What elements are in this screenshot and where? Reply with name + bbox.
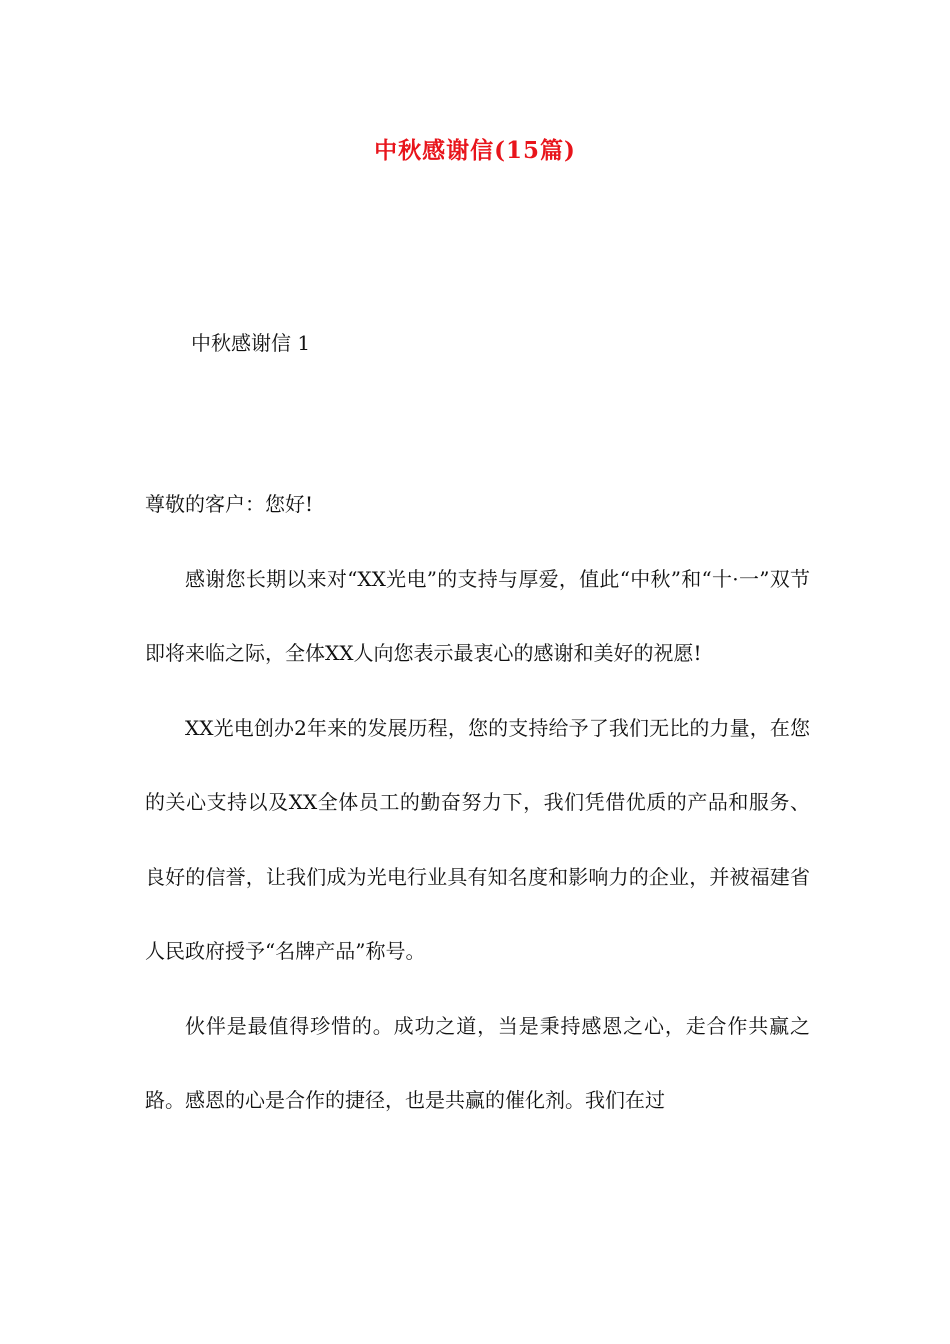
letter-paragraph: 伙伴是最值得珍惜的。成功之道，当是秉持感恩之心，走合作共赢之路。感恩的心是合作的捷径，也是共赢的催化剂。我们在过 [145, 1013, 810, 1112]
letter-paragraph: XX光电创办2年来的发展历程，您的支持给予了我们无比的力量，在您的关心支持以及XX全体员工的勤奋努力下，我们凭借优质的产品和服务、良好的信誉，让我们成为光电行业具有知名度和影响力的企业，并被福建省人民政府授予“名牌产品”称号。 [145, 715, 810, 963]
letter-greeting: 尊敬的客户：您好! [145, 492, 314, 516]
letter-paragraph: 感谢您长期以来对“XX光电”的支持与厚爱，值此“中秋”和“十·一”双节即将来临之际，全体XX人向您表示最衷心的感谢和美好的祝愿! [145, 566, 810, 665]
letter-body [145, 467, 810, 1138]
document-title: 中秋感谢信(15篇) [374, 137, 576, 164]
section-heading: 中秋感谢信 1 [191, 331, 311, 355]
